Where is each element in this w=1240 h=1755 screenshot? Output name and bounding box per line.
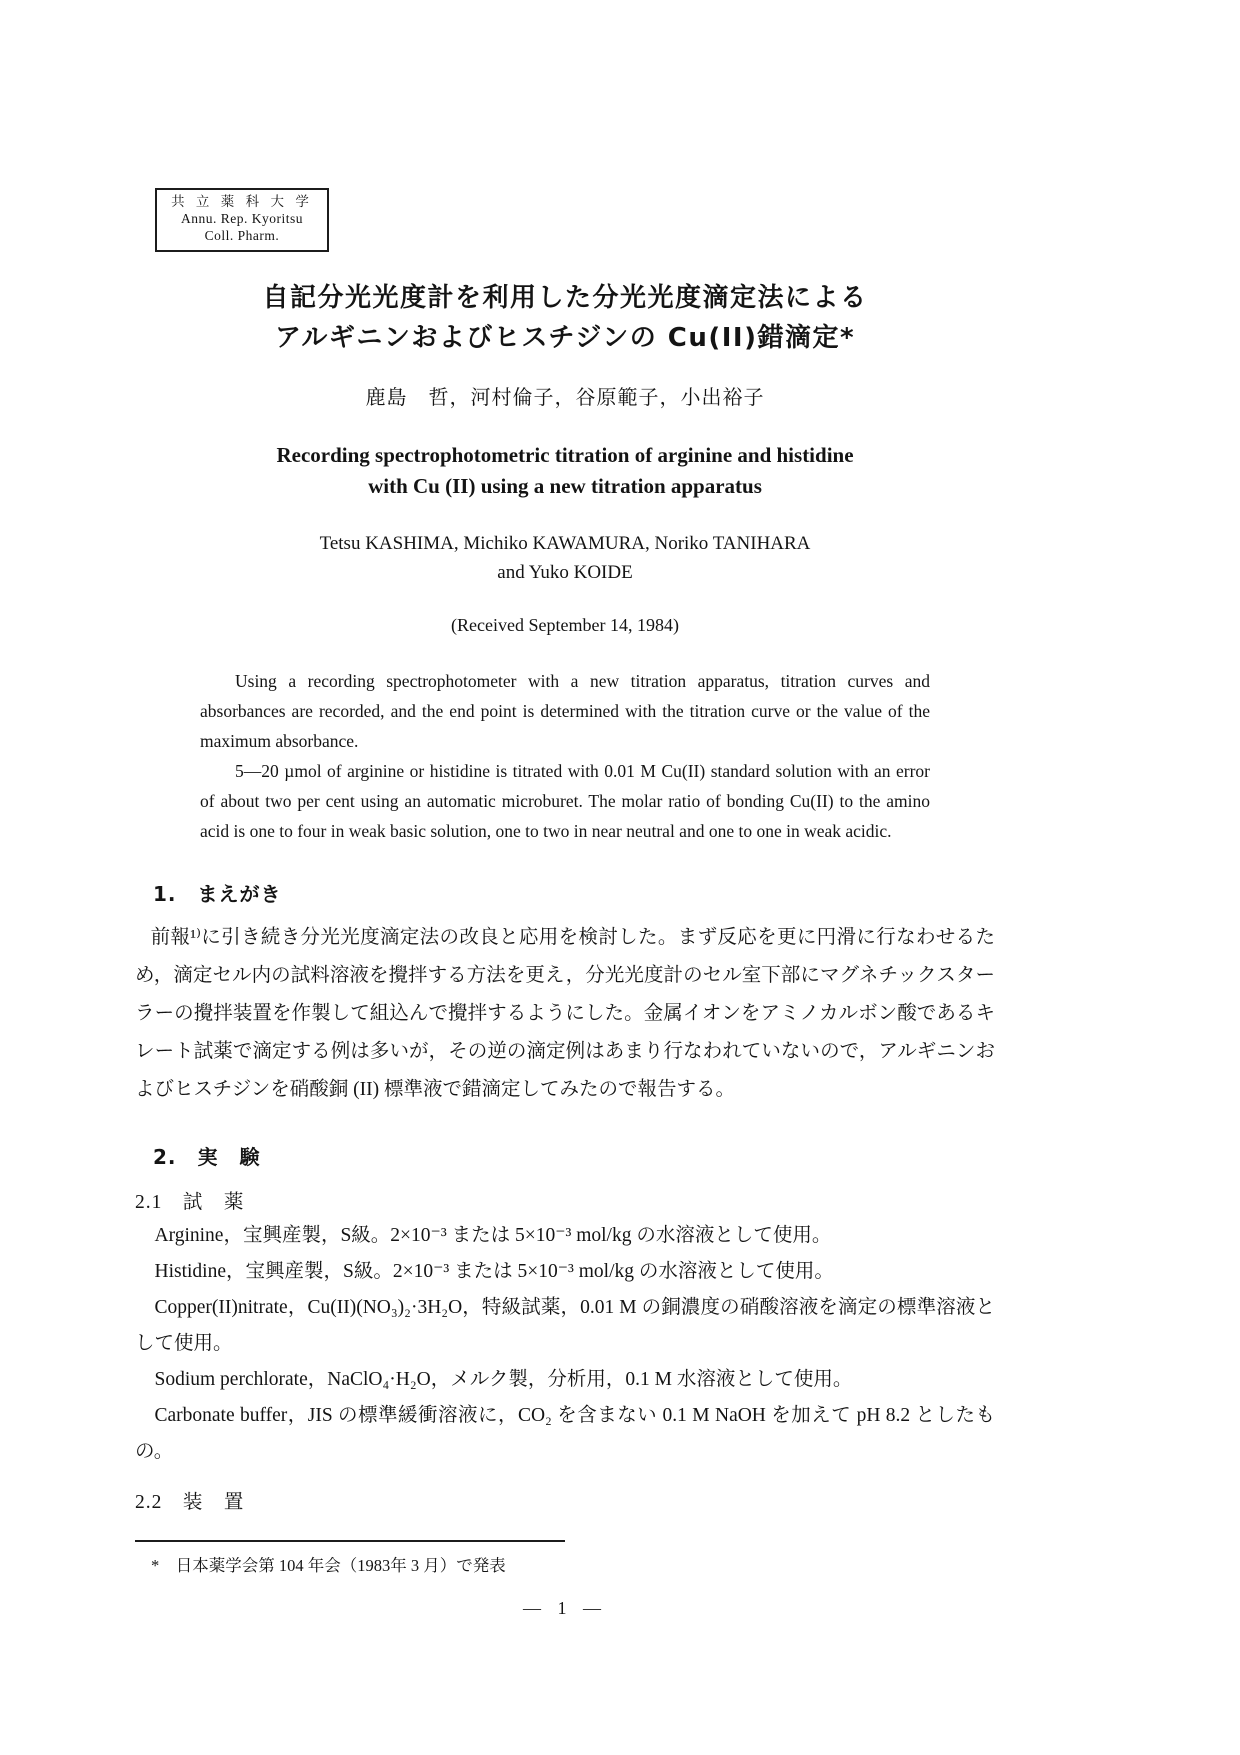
abstract-paragraph-1: Using a recording spectrophotometer with a new titration apparatus, titration curves and absorbances are recorded, and the end point is determined with the titration curve or the value of the maximum absorbance. (200, 671, 930, 752)
paper-title-english (135, 440, 995, 503)
stamp-journal-line1: Annu. Rep. Kyoritsu (181, 210, 303, 226)
paper-title-en-line2: with Cu (II) using a new titration apparatus (368, 474, 762, 499)
abstract-paragraph-2: 5—20 µmol of arginine or histidine is titrated with 0.01 M Cu(II) standard solution with an error of about two per cent using an automatic microburet. The molar ratio of bonding Cu(II) to the amino acid is one to four in weak basic solution, one to two in near neutral and one to one in weak acidic. (200, 761, 930, 842)
paper-title-jp-line1: 自記分光光度計を利用した分光光度滴定法による (262, 283, 868, 313)
page-number: — 1 — (523, 1598, 607, 1619)
reagent-list (135, 1218, 995, 1470)
section-2-2-heading: 2.2 装 置 (135, 1492, 245, 1514)
authors-en-line1: Tetsu KASHIMA, Michiko KAWAMURA, Noriko TANIHARA (319, 532, 811, 554)
reagent-sodium-perchlorate: Sodium perchlorate，NaClO₄·H₂O，メルク製，分析用，0.1 M 水溶液として使用。 (154, 1369, 853, 1391)
reagent-arginine: Arginine，宝興産製，S級。2×10⁻³ または 5×10⁻³ mol/kg の水溶液として使用。 (154, 1225, 832, 1247)
abstract (200, 666, 930, 846)
paper-title-en-line1: Recording spectrophotometric titration of arginine and histidine (276, 442, 854, 467)
reagent-copper-nitrate: Copper(II)nitrate，Cu(II)(NO₃)₂·3H₂O，特級試薬，0.01 M の銅濃度の硝酸溶液を滴定の標準溶液として使用。 (135, 1297, 995, 1355)
paper-title-japanese (135, 278, 995, 359)
section-2-1-heading: 2.1 試 薬 (135, 1192, 245, 1214)
section-2-heading: 2. 実 験 (153, 1145, 261, 1170)
reagent-carbonate-buffer: Carbonate buffer，JIS の標準緩衝溶液に，CO₂ を含まない 0.1 M NaOH を加えて pH 8.2 としたもの。 (135, 1405, 995, 1463)
reagent-histidine: Histidine，宝興産製，S級。2×10⁻³ または 5×10⁻³ mol/kg の水溶液として使用。 (154, 1261, 834, 1283)
authors-japanese: 鹿島 哲，河村倫子，谷原範子，小出裕子 (365, 386, 765, 409)
footnote-presentation: * 日本薬学会第 104 年会（1983年 3 月）で発表 (151, 1556, 506, 1576)
stamp-university-name: 共 立 薬 科 大 学 (171, 194, 313, 209)
section-1-heading: 1. まえがき (153, 882, 282, 907)
stamp-journal-line2: Coll. Pharm. (204, 227, 280, 243)
authors-english (135, 529, 995, 588)
section-1-body: 前報¹⁾に引き続き分光光度滴定法の改良と応用を検討した。まず反応を更に円滑に行なわせるため，滴定セル内の試料溶液を攪拌する方法を更え，分光光度計のセル室下部にマグネチックスターラーの攪拌装置を作製して組込んで攪拌するようにした。金属イオンをアミノカルボン酸であるキレート試薬で滴定する例は多いが，その逆の滴定例はあまり行なわれていないので，アルギニンおよびヒスチジンを硝酸銅 (II) 標準液で錯滴定してみたので報告する。 (135, 927, 995, 1101)
footnote-divider (135, 1540, 565, 1542)
paper-title-jp-line2: アルギニンおよびヒスチジンの Cu(II)錯滴定* (274, 323, 856, 354)
received-date: (Received September 14, 1984) (451, 615, 679, 636)
authors-en-line2: and Yuko KOIDE (497, 562, 633, 584)
